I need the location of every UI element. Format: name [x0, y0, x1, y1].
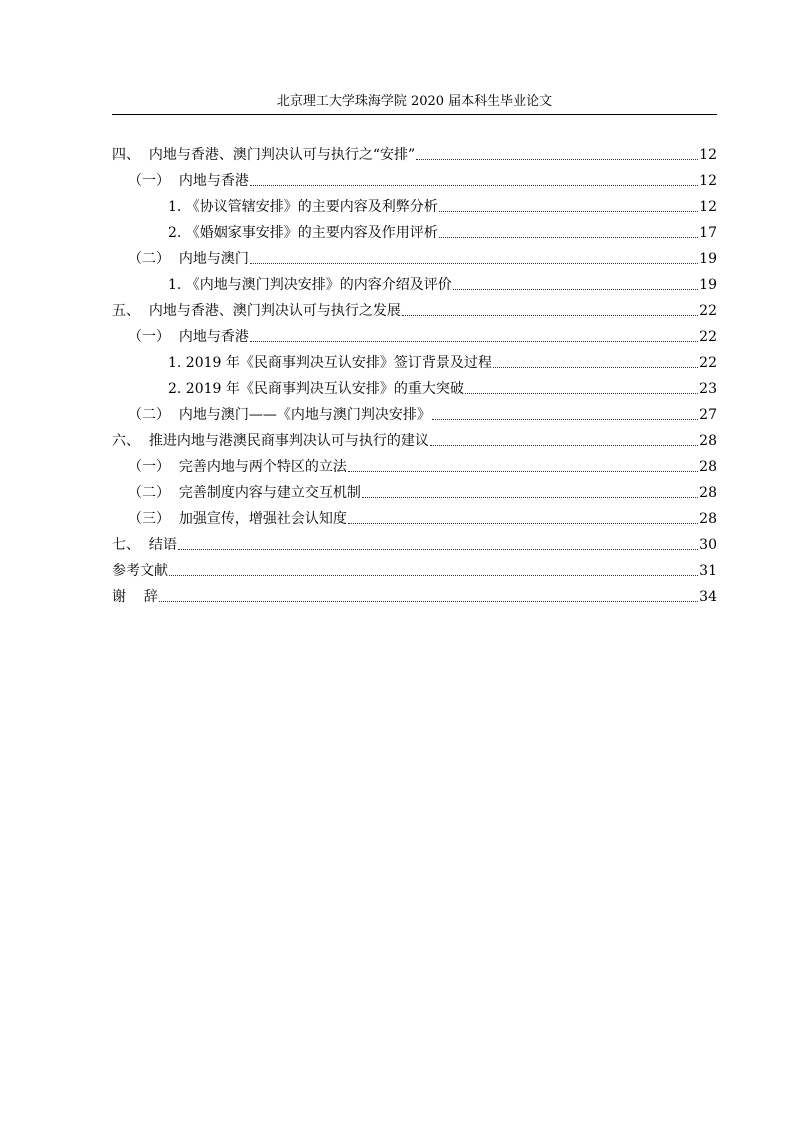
toc-entry[interactable]	[128, 456, 717, 478]
toc-dot-leader	[416, 159, 698, 160]
toc-entry-label: （三） 加强宣传，增强社会认知度	[128, 511, 347, 527]
toc-entry[interactable]	[168, 222, 717, 244]
toc-entry[interactable]	[112, 430, 717, 452]
toc-dot-leader	[465, 393, 698, 394]
toc-entry-label: 五、 内地与香港、澳门判决认可与执行之发展	[112, 303, 401, 319]
toc-entry-label: 1. 2019 年《民商事判决互认安排》签订背景及过程	[168, 355, 492, 371]
toc-entry-label: 七、 结语	[112, 537, 177, 553]
toc-entry-page: 28	[699, 433, 717, 449]
toc-entry-label: （二） 完善制度内容与建立交互机制	[128, 485, 361, 501]
header-rule	[112, 114, 717, 115]
toc-entry-page: 28	[699, 511, 717, 527]
toc-entry-page: 28	[699, 459, 717, 475]
toc-entry-page: 30	[699, 537, 717, 553]
toc-dot-leader	[250, 341, 698, 342]
toc-dot-leader	[439, 211, 698, 212]
toc-entry-label: 1. 《内地与澳门判决安排》的内容介绍及评价	[168, 277, 452, 293]
toc-entry-page: 17	[699, 225, 717, 241]
toc-entry[interactable]	[112, 586, 717, 608]
toc-entry-page: 12	[699, 199, 717, 215]
toc-entry-page: 34	[699, 589, 717, 605]
toc-entry-page: 22	[699, 329, 717, 345]
toc-entry[interactable]	[128, 482, 717, 504]
toc-dot-leader	[250, 263, 698, 264]
toc-entry-page: 22	[699, 303, 717, 319]
toc-entry-label: （二） 内地与澳门	[128, 251, 249, 267]
toc-dot-leader	[362, 497, 698, 498]
toc-entry[interactable]	[168, 378, 717, 400]
toc-entry-page: 31	[699, 563, 717, 579]
toc-entry[interactable]	[128, 508, 717, 530]
toc-entry[interactable]	[128, 404, 717, 426]
toc-dot-leader	[250, 185, 698, 186]
toc-entry[interactable]	[168, 274, 717, 296]
toc-entry-label: （一） 内地与香港	[128, 329, 249, 345]
toc-entry-label: 2. 2019 年《民商事判决互认安排》的重大突破	[168, 381, 464, 397]
toc-dot-leader	[169, 575, 698, 576]
toc-dot-leader	[348, 523, 698, 524]
toc-dot-leader	[453, 289, 698, 290]
toc-entry-label: 1. 《协议管辖安排》的主要内容及利弊分析	[168, 199, 438, 215]
toc-entry-page: 12	[699, 173, 717, 189]
toc-dot-leader	[432, 419, 698, 420]
toc-entry[interactable]	[128, 170, 717, 192]
toc-entry[interactable]	[112, 534, 717, 556]
toc-dot-leader	[348, 471, 698, 472]
toc-entry-page: 12	[699, 147, 717, 163]
toc-dot-leader	[159, 601, 698, 602]
toc-entry-page: 27	[699, 407, 717, 423]
toc-dot-leader	[402, 315, 698, 316]
toc-entry[interactable]	[168, 196, 717, 218]
toc-entry-label: （二） 内地与澳门——《内地与澳门判决安排》	[128, 407, 431, 423]
toc-entry[interactable]	[128, 326, 717, 348]
toc-entry-label: 六、 推进内地与港澳民商事判决认可与执行的建议	[112, 433, 429, 449]
toc-entry[interactable]	[168, 352, 717, 374]
toc-entry[interactable]	[128, 248, 717, 270]
toc-dot-leader	[430, 445, 698, 446]
toc-entry-page: 23	[699, 381, 717, 397]
toc-entry-label: （一） 内地与香港	[128, 173, 249, 189]
toc-entry[interactable]	[112, 144, 717, 166]
toc-entry-page: 22	[699, 355, 717, 371]
toc-entry-page: 28	[699, 485, 717, 501]
page-header: 北京理工大学珠海学院 2020 届本科生毕业论文	[276, 94, 553, 109]
toc-entry-label: 谢 辞	[112, 589, 158, 605]
toc-entry[interactable]	[112, 560, 717, 582]
toc-entry[interactable]	[112, 300, 717, 322]
toc-dot-leader	[493, 367, 698, 368]
toc-entry-label: 参考文献	[112, 563, 168, 579]
toc-entry-page: 19	[699, 277, 717, 293]
toc-entry-page: 19	[699, 251, 717, 267]
toc-dot-leader	[178, 549, 698, 550]
toc-entry-label: 四、 内地与香港、澳门判决认可与执行之“安排”	[112, 147, 416, 163]
toc-dot-leader	[439, 237, 698, 238]
toc-entry-label: （一） 完善内地与两个特区的立法	[128, 459, 347, 475]
toc-entry-label: 2. 《婚姻家事安排》的主要内容及作用评析	[168, 225, 438, 241]
